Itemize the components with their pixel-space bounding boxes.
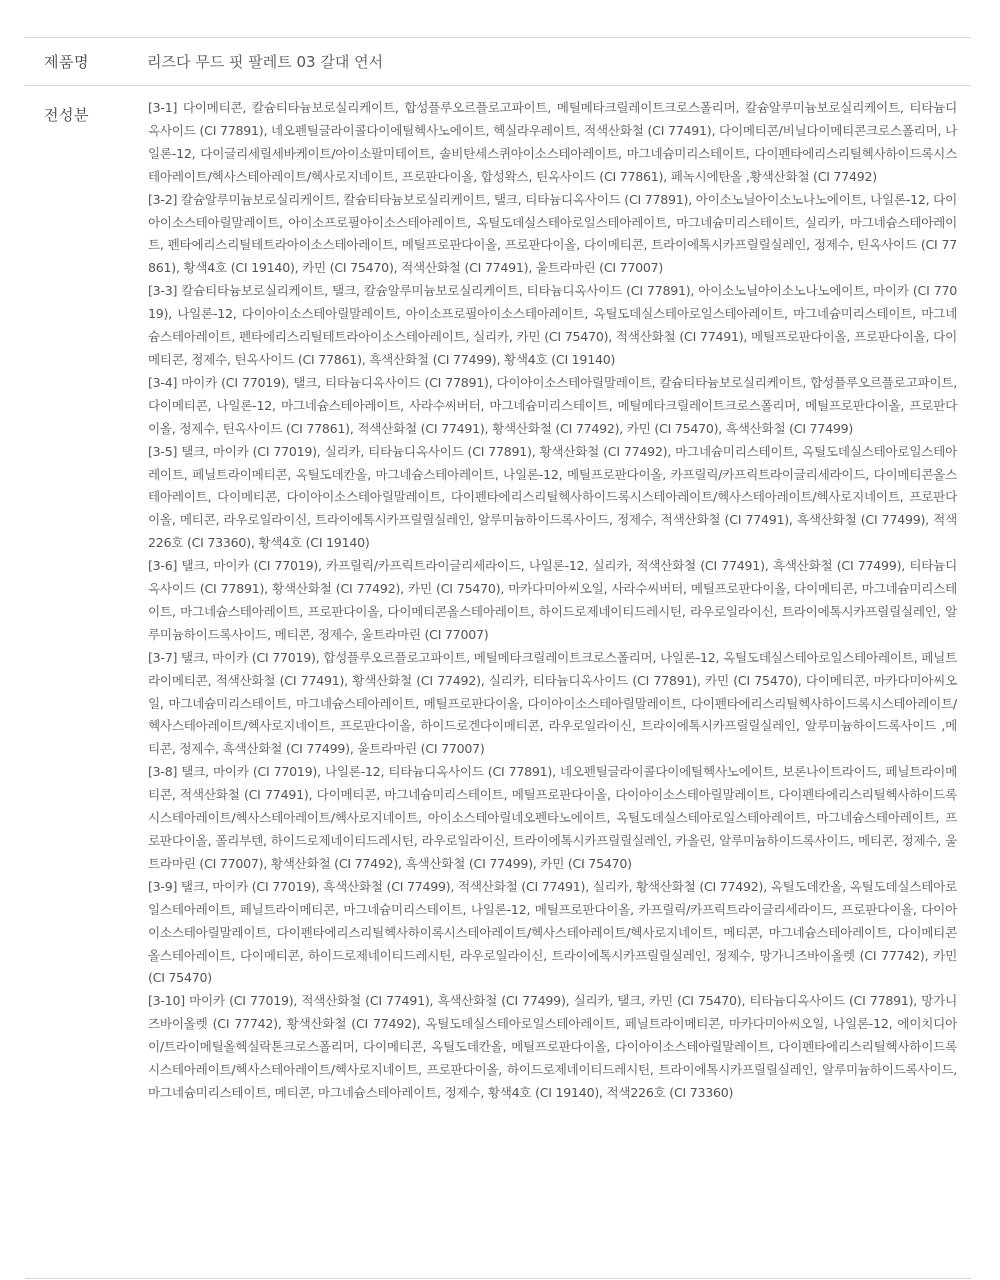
- ingredient-item-3-3: [3-3] 칼슘티타늄보로실리케이트, 탤크, 칼슘알루미늄보로실리케이트, 티타늄디옥사이드 (CI 77891), 아이소노닐아이소노나노에이트, 마이카 (CI 77019), 나일론-12, 다이아이소스테아릴말레이트, 아이소프로필아이소스테아레이트, 옥틸도데실스테아로일스테아레이트, 마그네슘미리스테이트, 마그네슘스테아레이트, 펜타에리스리틸테트라아이소스테아레이트, 실리카, 카민 (CI 75470), 적색산화철 (CI 77491), 메틸프로판다이올, 프로판다이올, 다이메티콘, 정제수, 틴옥사이드 (CI 77861), 흑색산화철 (CI 77499), 황색4호 (CI 19140): [148, 283, 957, 367]
- ingredient-item-3-9: [3-9] 탤크, 마이카 (CI 77019), 흑색산화철 (CI 77499), 적색산화철 (CI 77491), 실리카, 황색산화철 (CI 77492), 옥틸도데칸올, 옥틸도데실스테아로일스테아레이트, 페닐트라이메티콘, 마그네슘미리스테이트, 나일론-12, 메틸프로판다이올, 카프릴릭/카프릭트라이글리세라이드, 프로판다이올, 다이아이소스테아릴말레이트, 다이펜타에리스리틸헥사하이록시스테아레이트/헥사스테아레이트/헥사로지네이트, 메티콘, 마그네슘스테아레이트, 다이메티콘올스테아레이트, 다이메티콘, 하이드로제네이티드레시틴, 라우로일라이신, 트라이에톡시카프릴릴실레인, 정제수, 망가니즈바이올렛 (CI 77742), 카민 (CI 75470): [148, 878, 957, 986]
- product-name-value: 리즈다 무드 핏 팔레트 03 갈대 연서: [147, 53, 384, 71]
- product-spec-table: [25, 37, 971, 1279]
- ingredient-item-3-8: [3-8] 탤크, 마이카 (CI 77019), 나일론-12, 티타늄디옥사이드 (CI 77891), 네오펜틸글라이콜다이에틸헥사노에이트, 보론나이트라이드, 페닐트라이메티콘, 적색산화철 (CI 77491), 다이메티콘, 마그네슘미리스테이트, 메틸프로판다이올, 다이아이소스테아릴말레이트, 다이펜타에리스리틸헥사하이드록시스테아레이트/헥사스테아레이트/헥사로지네이트, 아이소스테아릴네오펜타노에이트, 옥틸도데실스테아로일스테아레이트, 마그네슘스테아레이트, 프로판다이올, 폴리부텐, 하이드로제네이티드레시틴, 라우로일라이신, 트라이에톡시카프릴릴실레인, 카올린, 알루미늄하이드록사이드, 메티콘, 정제수, 울트라마린 (CI 77007), 황색산화철 (CI 77492), 흑색산화철 (CI 77499), 카민 (CI 75470): [148, 764, 957, 871]
- ingredient-item-3-7: [3-7] 탤크, 마이카 (CI 77019), 합성플루오르플로고파이트, 메틸메타크릴레이트크로스폴리머, 나일론-12, 옥틸도데실스테아로일스테아레이트, 페닐트라이메티콘, 적색산화철 (CI 77491), 황색산화철 (CI 77492), 실리카, 티타늄디옥사이드 (CI 77891), 카민 (CI 75470), 다이메티콘, 마카다미아씨오일, 마그네슘미리스테이트, 마그네슘스테아레이트, 메틸프로판다이올, 다이아이소스테아릴말레이트, 다이펜타에리스리틸헥사하이드록시스테아레이트/헥사스테아레이트/헥사로지네이트, 프로판다이올, 하이드로겐다이메티콘, 라우로일라이신, 트라이에톡시카프릴릴실레인, 알루미늄하이드록사이드 ,메티콘, 정제수, 흑색산화철 (CI 77499), 울트라마린 (CI 77007): [148, 649, 957, 757]
- ingredients-list: [145, 97, 971, 1261]
- ingredient-item-3-6: [3-6] 탤크, 마이카 (CI 77019), 카프릴릭/카프릭트라이글리세라이드, 나일론-12, 실리카, 적색산화철 (CI 77491), 흑색산화철 (CI 77499), 티타늄디옥사이드 (CI 77891), 황색산화철 (CI 77492), 카민 (CI 75470), 마카다미아씨오일, 사라수씨버터, 메틸프로판다이올, 다이메티콘, 마그네슘미리스테이트, 마그네슘스테아레이트, 프로판다이올, 다이메티콘올스테아레이트, 하이드로제네이티드레시틴, 라우로일라이신, 트라이에톡시카프릴릴실레인, 알루미늄하이드록사이드, 메티콘, 정제수, 울트라마린 (CI 77007): [148, 558, 957, 642]
- product-name-label: 제품명: [44, 53, 89, 71]
- ingredient-item-3-4: [3-4] 마이카 (CI 77019), 탤크, 티타늄디옥사이드 (CI 77891), 다이아이소스테아릴말레이트, 칼슘티타늄보로실리케이트, 합성플루오르플로고파이트, 다이메티콘, 나일론-12, 마그네슘스테아레이트, 사라수씨버터, 마그네슘미리스테이트, 메틸메타크릴레이트크로스폴리머, 메틸프로판다이올, 프로판다이올, 정제수, 틴옥사이드 (CI 77861), 적색산화철 (CI 77491), 황색산화철 (CI 77492), 카민 (CI 75470), 흑색산화철 (CI 77499): [148, 374, 957, 436]
- product-name-row: [25, 38, 971, 86]
- ingredient-item-3-1: [3-1] 다이메티콘, 칼슘티타늄보로실리케이트, 합성플루오르플로고파이트, 메틸메타크릴레이트크로스폴리머, 칼슘알루미늄보로실리케이트, 티타늄디옥사이드 (CI 77891), 네오펜틸글라이콜다이에틸헥사노에이트, 헥실라우레이트, 적색산화철 (CI 77491), 다이메티콘/비닐다이메티콘크로스폴리머, 나일론-12, 다이글리세릴세바케이트/아이소팔미테이트, 솔비탄세스퀴아이소스테아레이트, 마그네슘미리스테이트, 다이펜타에리스리틸헥사하이드록시스테아레이트/헥사스테아레이트/헥사로지네이트, 프로판다이올, 합성왁스, 틴옥사이드 (CI 77861), 페녹시에탄올 ,황색산화철 (CI 77492): [148, 100, 957, 184]
- ingredients-label: 전성분: [44, 106, 89, 124]
- ingredients-row: [25, 86, 971, 1279]
- ingredient-item-3-5: [3-5] 탤크, 마이카 (CI 77019), 실리카, 티타늄디옥사이드 (CI 77891), 황색산화철 (CI 77492), 마그네슘미리스테이트, 옥틸도데실스테아로일스테아레이트, 페닐트라이메티콘, 옥틸도데칸올, 마그네슘스테아레이트, 나일론-12, 메틸프로판다이올, 카프릴릭/카프릭트라이글리세라이드, 다이메티콘올스테아레이트, 다이메티콘, 다이아이소스테아릴말레이트, 다이펜타에리스리틸헥사하이드록시스테아레이트/헥사스테아레이트/헥사로지네이트, 프로판다이올, 메티콘, 라우로일라이신, 트라이에톡시카프릴릴실레인, 알루미늄하이드록사이드, 정제수, 적색산화철 (CI 77491), 흑색산화철 (CI 77499), 적색226호 (CI 73360), 황색4호 (CI 19140): [148, 443, 957, 551]
- ingredient-item-3-10: [3-10] 마이카 (CI 77019), 적색산화철 (CI 77491), 흑색산화철 (CI 77499), 실리카, 탤크, 카민 (CI 75470), 티타늄디옥사이드 (CI 77891), 망가니즈바이올렛 (CI 77742), 황색산화철 (CI 77492), 옥틸도데실스테아로일스테아레이트, 페닐트라이메티콘, 마카다미아씨오일, 나일론-12, 에이치디아이/트라이메틸올헥실락톤크로스폴리머, 다이메티콘, 옥틸도데칸올, 메틸프로판다이올, 다이아이소스테아릴말레이트, 다이펜타에리스리틸헥사하이드록시스테아레이트/헥사스테아레이트/헥사로지네이트, 프로판다이올, 하이드로제네이티드레시틴, 트라이에톡시카프릴릴실레인, 알루미늄하이드록사이드, 마그네슘미리스테이트, 메티콘, 마그네슘스테아레이트, 정제수, 황색4호 (CI 19140), 적색226호 (CI 73360): [148, 993, 957, 1100]
- ingredient-item-3-2: [3-2] 칼슘알루미늄보로실리케이트, 칼슘티타늄보로실리케이트, 탤크, 티타늄디옥사이드 (CI 77891), 아이소노닐아이소노나노에이트, 나일론-12, 다이아이소스테아릴말레이트, 아이소프로필아이소스테아레이트, 옥틸도데실스테아로일스테아레이트, 마그네슘미리스테이트, 실리카, 마그네슘스테아레이트, 펜타에리스리틸테트라아이소스테아레이트, 메틸프로판다이올, 프로판다이올, 다이메티콘, 트라이에톡시카프릴릴실레인, 정제수, 틴옥사이드 (CI 77861), 황색4호 (CI 19140), 카민 (CI 75470), 적색산화철 (CI 77491), 울트라마린 (CI 77007): [148, 191, 957, 276]
